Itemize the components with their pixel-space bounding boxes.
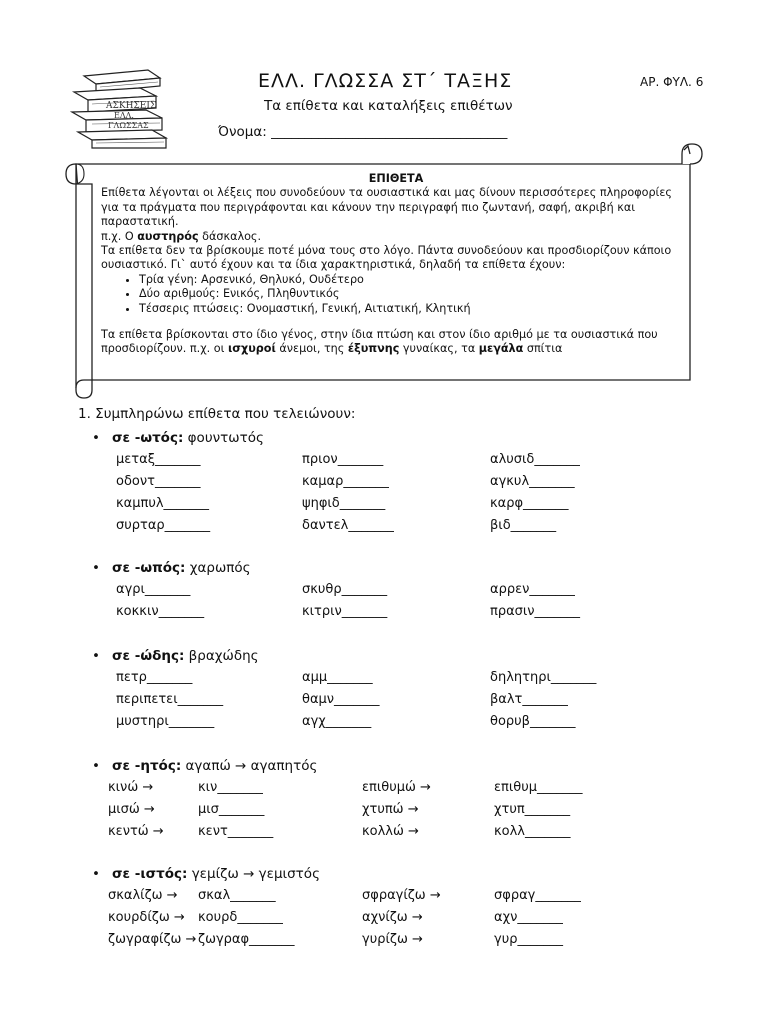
- fill-in-blank[interactable]: χτυπ_______: [494, 802, 571, 817]
- example-line: π.χ. Ο αυστηρός δάσκαλος.: [101, 229, 262, 243]
- characteristics-list: [101, 273, 691, 316]
- sheet-number: ΑΡ. ΦΥΛ. 6: [640, 75, 704, 89]
- source-word: κινώ →: [108, 780, 154, 795]
- fill-in-blank[interactable]: σκυθρ_______: [302, 582, 388, 597]
- section-heading: [92, 560, 251, 576]
- source-word: σφραγίζω →: [362, 888, 441, 903]
- fill-in-blank[interactable]: αγχ_______: [302, 714, 372, 729]
- scroll-content: [101, 172, 691, 357]
- characteristics-text: Τα επίθετα δεν τα βρίσκουμε ποτέ μόνα τους στο λόγο. Πάντα συνοδεύουν και προσδιορίζουν κάποιο ουσιαστικό. Γι` αυτό έχουν και τα ίδια χαρακτηριστικά, δηλαδή τα επίθετα έχουν:: [101, 244, 672, 272]
- fill-in-blank[interactable]: πετρ_______: [116, 670, 193, 685]
- fill-in-blank[interactable]: οδοντ_______: [116, 474, 201, 489]
- bullet-icon: •: [92, 430, 100, 446]
- source-word: επιθυμώ →: [362, 780, 431, 795]
- page-title: ΕΛΛ. ΓΛΩΣΣΑ ΣΤ΄ ΤΑΞΗΣ: [258, 70, 513, 92]
- bullet-icon: •: [92, 866, 100, 882]
- fill-in-blank[interactable]: κιν_______: [198, 780, 263, 795]
- fill-in-blank[interactable]: ψηφιδ_______: [302, 496, 386, 511]
- section-label: σε -ιστός:: [112, 866, 188, 882]
- fill-in-blank[interactable]: δαντελ_______: [302, 518, 394, 533]
- fill-in-blank[interactable]: σκαλ_______: [198, 888, 276, 903]
- fill-in-blank[interactable]: κιτριν_______: [302, 604, 388, 619]
- fill-in-blank[interactable]: δηλητηρι_______: [490, 670, 597, 685]
- section-label: σε -ητός:: [112, 758, 182, 774]
- source-word: μισώ →: [108, 802, 155, 817]
- fill-in-blank[interactable]: αγρι_______: [116, 582, 191, 597]
- source-word: σκαλίζω →: [108, 888, 178, 903]
- section-example: γεμίζω → γεμιστός: [187, 866, 320, 882]
- section-label: σε -ωτός:: [112, 430, 184, 446]
- section-heading: [92, 430, 264, 446]
- logo-word-3: ΓΛΩΣΣΑΣ: [108, 121, 149, 130]
- source-word: αχνίζω →: [362, 910, 423, 925]
- fill-in-blank[interactable]: αρρεν_______: [490, 582, 575, 597]
- logo-word-2: ΕΛΛ.: [114, 111, 134, 120]
- page-subtitle: Τα επίθετα και καταλήξεις επιθέτων: [264, 98, 513, 114]
- fill-in-blank[interactable]: επιθυμ_______: [494, 780, 583, 795]
- definition-text: Επίθετα λέγονται οι λέξεις που συνοδεύουν τα ουσιαστικά και μας δίνουν περισσότερες πληροφορίες για τα πράγματα που περιγράφονται και κάνουν την περιγραφή πιο ζωντανή, σαφή, ακριβή και παραστατική.: [101, 186, 672, 229]
- name-field[interactable]: Όνομα: ___________________________________: [218, 124, 508, 140]
- section-example: χαρωπός: [185, 560, 251, 576]
- section-heading: [92, 648, 259, 664]
- fill-in-blank[interactable]: βαλτ_______: [490, 692, 568, 707]
- fill-in-blank[interactable]: αμμ_______: [302, 670, 373, 685]
- fill-in-blank[interactable]: βιδ_______: [490, 518, 557, 533]
- fill-in-blank[interactable]: πρασιν_______: [490, 604, 581, 619]
- fill-in-blank[interactable]: μισ_______: [198, 802, 265, 817]
- section-example: βραχώδης: [184, 648, 259, 664]
- fill-in-blank[interactable]: συρταρ_______: [116, 518, 211, 533]
- section-heading: [92, 758, 317, 774]
- fill-in-blank[interactable]: κοκκιν_______: [116, 604, 205, 619]
- list-item: • Τρία γένη: Αρσενικό, Θηλυκό, Ουδέτερο: [139, 273, 691, 287]
- fill-in-blank[interactable]: καμαρ_______: [302, 474, 389, 489]
- fill-in-blank[interactable]: πριον_______: [302, 452, 384, 467]
- scroll-heading: ΕΠΙΘΕΤΑ: [368, 172, 424, 185]
- fill-in-blank[interactable]: θαμν_______: [302, 692, 380, 707]
- fill-in-blank[interactable]: θορυβ_______: [490, 714, 576, 729]
- list-item: • Τέσσερις πτώσεις: Ονομαστική, Γενική, Αιτιατική, Κλητική: [139, 302, 691, 316]
- bullet-icon: •: [92, 758, 100, 774]
- source-word: γυρίζω →: [362, 932, 423, 947]
- source-word: ζωγραφίζω →: [108, 932, 197, 947]
- fill-in-blank[interactable]: αλυσιδ_______: [490, 452, 580, 467]
- agreement-text: Τα επίθετα βρίσκονται στο ίδιο γένος, στην ίδια πτώση και στον ίδιο αριθμό με τα ουσιαστικά που προσδιορίζουν. π.χ. οι ισχυροί άνεμοι, της έξυπνης γυναίκας, τα μεγάλα σπίτια: [101, 328, 658, 356]
- fill-in-blank[interactable]: μεταξ_______: [116, 452, 201, 467]
- fill-in-blank[interactable]: καμπυλ_______: [116, 496, 210, 511]
- section-example: φουντωτός: [183, 430, 264, 446]
- books-logo: [66, 68, 176, 150]
- fill-in-blank[interactable]: αχν_______: [494, 910, 563, 925]
- list-item: • Δύο αριθμούς: Ενικός, Πληθυντικός: [139, 287, 691, 301]
- section-example: αγαπώ → αγαπητός: [181, 758, 318, 774]
- source-word: κουρδίζω →: [108, 910, 185, 925]
- fill-in-blank[interactable]: ζωγραφ_______: [198, 932, 295, 947]
- source-word: κολλώ →: [362, 824, 419, 839]
- bullet-icon: •: [92, 560, 100, 576]
- fill-in-blank[interactable]: περιπετει_______: [116, 692, 224, 707]
- fill-in-blank[interactable]: αγκυλ_______: [490, 474, 575, 489]
- fill-in-blank[interactable]: σφραγ_______: [494, 888, 581, 903]
- section-label: σε -ώδης:: [112, 648, 185, 664]
- fill-in-blank[interactable]: κουρδ_______: [198, 910, 283, 925]
- fill-in-blank[interactable]: γυρ_______: [494, 932, 563, 947]
- fill-in-blank[interactable]: κεντ_______: [198, 824, 274, 839]
- fill-in-blank[interactable]: καρφ_______: [490, 496, 569, 511]
- fill-in-blank[interactable]: μυστηρι_______: [116, 714, 215, 729]
- exercise-instruction: 1. Συμπληρώνω επίθετα που τελειώνουν:: [78, 406, 356, 422]
- source-word: κεντώ →: [108, 824, 164, 839]
- section-label: σε -ωπός:: [112, 560, 186, 576]
- source-word: χτυπώ →: [362, 802, 419, 817]
- bullet-icon: •: [92, 648, 100, 664]
- fill-in-blank[interactable]: κολλ_______: [494, 824, 571, 839]
- logo-word-1: ΑΣΚΗΣΕΙΣ: [106, 101, 157, 111]
- section-heading: [92, 866, 320, 882]
